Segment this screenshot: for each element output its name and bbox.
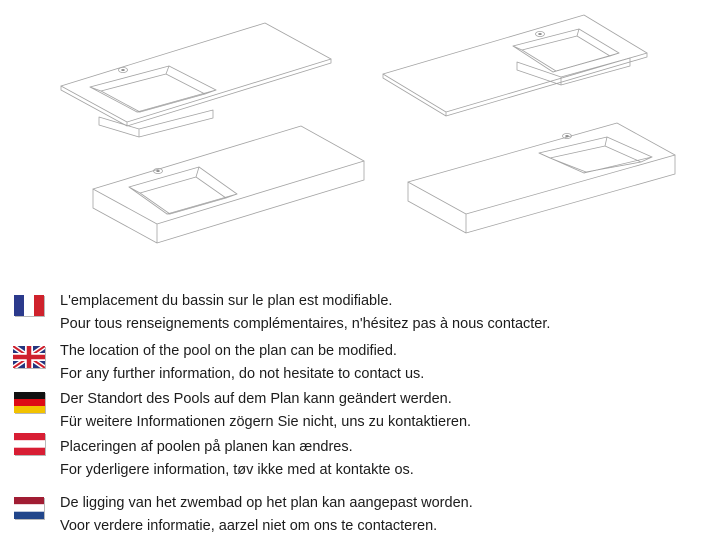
- language-row-danish: [0, 436, 720, 481]
- german-note-line1: Der Standort des Pools auf dem Plan kann geändert werden.: [60, 391, 452, 407]
- language-row-german: [0, 388, 720, 433]
- flag-france-icon: [14, 295, 44, 316]
- flag-austria-icon: [14, 433, 45, 455]
- language-row-french: [0, 290, 720, 335]
- german-note-line2: Für weitere Informationen zögern Sie nicht, uns zu kontaktieren.: [60, 413, 472, 430]
- drawing-thin-top-basin-left: [61, 23, 331, 137]
- french-note-line1: L'emplacement du bassin sur le plan est modifiable.: [60, 293, 393, 309]
- danish-note-line2: For yderligere information, tøv ikke med at kontakte os.: [60, 461, 414, 478]
- flag-germany-icon: [14, 392, 45, 413]
- drawing-thick-top-basin-right: [408, 123, 675, 233]
- language-row-dutch: [0, 492, 720, 537]
- drawing-thick-top-basin-left: [93, 126, 364, 243]
- english-note-line1: The location of the pool on the plan can be modified.: [60, 343, 397, 359]
- language-row-english: [0, 340, 720, 385]
- drawing-thin-top-basin-right: [383, 15, 647, 116]
- flag-netherlands-icon: [14, 497, 44, 519]
- english-note-line2: For any further information, do not hesitate to contact us.: [60, 365, 425, 382]
- danish-note-line1: Placeringen af poolen på planen kan ændres.: [60, 439, 353, 455]
- dutch-note-line2: Voor verdere informatie, aarzel niet om ons te contacteren.: [60, 517, 438, 534]
- dutch-note-line1: De ligging van het zwembad op het plan kan aangepast worden.: [60, 495, 473, 511]
- french-note-line2: Pour tous renseignements complémentaires, n'hésitez pas à nous contacter.: [60, 315, 551, 332]
- flag-united-kingdom-icon: [13, 346, 45, 368]
